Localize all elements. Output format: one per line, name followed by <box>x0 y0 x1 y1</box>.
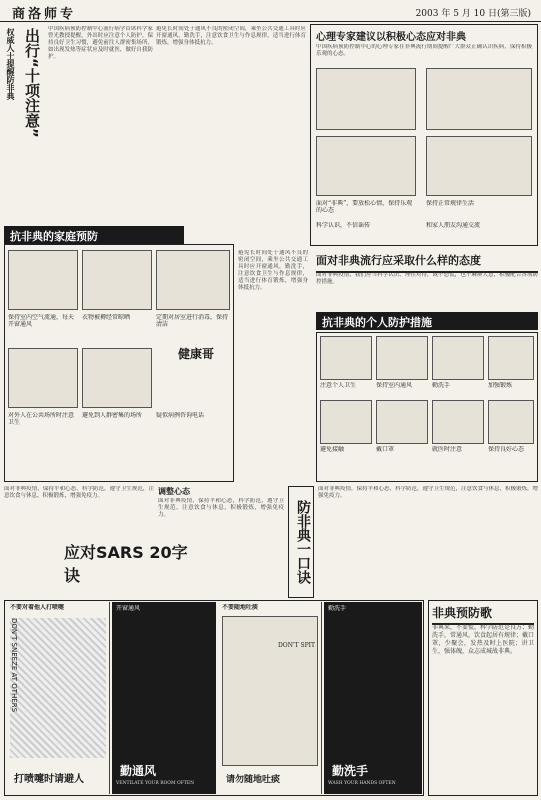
family-figure-fan <box>8 250 78 310</box>
middle-body-2: 避免长时间处于通风不良的密闭空间，乘坐公共交通工具时应开窗通风，勤洗手，注意饮食卫生与作息规律，适当进行体育锻炼，增强身体抵抗力。 <box>238 250 308 291</box>
psych-caption-1: 面对“非典”，要放松心情，保持乐观的心态 <box>316 200 413 214</box>
family-figure-window <box>156 250 230 310</box>
psych-caption-3: 科学认识，不信谣传 <box>316 222 371 229</box>
poster-2 <box>112 602 216 794</box>
personal-caption-4: 加强锻炼 <box>488 382 513 389</box>
personal-caption-2: 保持室内通风 <box>376 382 413 389</box>
personal-figure-8 <box>488 400 534 444</box>
psych-figure-2 <box>426 68 532 130</box>
personal-figure-4 <box>488 336 534 380</box>
left-headline-block <box>4 24 46 224</box>
hotline-text: 疑似病例咨询电话 <box>156 412 205 419</box>
psych-caption-4: 和家人朋友沟通交流 <box>426 222 481 229</box>
masthead-title: 商洛师专 <box>12 7 77 22</box>
poster-4 <box>324 602 422 794</box>
personal-headline: 抗非典的个人防护措施 <box>316 312 538 330</box>
attitude-body: 面对非典疫情，我们应当科学认识、理性对待，既不恐慌，也不麻痹大意，积极配合各项防控措施。 <box>316 272 538 285</box>
poster-2-title: 开窗通风 <box>116 605 141 612</box>
poster-3 <box>218 602 322 794</box>
left-body: 中国疾病预防控制中心流行病学首席科学家曾光教授提醒，外出时应注意个人防护，保持良好卫生习惯，避免前往人群密集场所，如出现发热等症状应及时就医，做好自我防护。 <box>48 26 153 60</box>
sneeze-figure <box>10 618 106 758</box>
sars-far-right-body: 面对非典疫情，保持平和心态，科学防范，遵守卫生规范，注意饮食与休息，积极锻炼，增强免疫力。 <box>318 486 538 499</box>
family-headline: 抗非典的家庭预防 <box>4 226 184 244</box>
poster-3-title: 不要随地吐痰 <box>222 604 259 611</box>
masthead-date: 2003 年 5 月 10 日(第三版) <box>415 9 531 19</box>
personal-figure-1 <box>320 336 372 380</box>
song-headline: 非典预防歌 <box>432 604 534 625</box>
poster-1 <box>6 602 110 794</box>
left-headline: 出行“十项注意” <box>23 28 41 138</box>
family-caption-5: 避免到人群密集的场所 <box>82 412 143 419</box>
family-caption-3: 定期对居室进行消毒，保持清洁 <box>156 314 229 328</box>
family-caption-4: 对外人在公共场所时注意卫生 <box>8 412 75 426</box>
poster-2-side: VENTILATE YOUR ROOM OFTEN <box>116 781 195 786</box>
personal-caption-7: 就医时注意 <box>432 446 463 453</box>
poster-1-side: DON'T SNEEZE AT OTHERS <box>10 618 18 713</box>
sars-vertical-title: 防非典一口诀 <box>288 486 314 598</box>
personal-figure-6 <box>376 400 428 444</box>
sars-right-body: 面对非典疫情，保持平和心态，科学防范，遵守卫生规范，注意饮食与休息，积极锻炼，增强免疫力。 <box>158 498 284 518</box>
psych-lead: 中国疾病预防控制中心的心理专家在非典流行期间提醒广大群众正确认识疾病，保持积极乐观的心态。 <box>316 44 532 57</box>
poster-3-label: 请勿随地吐痰 <box>226 775 281 785</box>
attitude-headline: 面对非典流行应采取什么样的态度 <box>316 252 538 273</box>
poster-4-title: 勤洗手 <box>328 605 347 612</box>
psych-figure-4 <box>426 136 532 196</box>
personal-caption-5: 避免接触 <box>320 446 345 453</box>
middle-body: 避免长时间处于通风不良的密闭空间，乘坐公共交通工具时应开窗通风，勤洗手，注意饮食卫生与作息规律，适当进行体育锻炼，增强身体抵抗力。 <box>156 26 306 46</box>
family-figure-5 <box>82 348 152 408</box>
personal-figure-2 <box>376 336 428 380</box>
personal-figure-5 <box>320 400 372 444</box>
psych-figure-1 <box>316 68 416 130</box>
psych-figure-3 <box>316 136 416 196</box>
poster-2-label: 勤通风 <box>120 764 157 778</box>
sars-headline: 应对SARS 20字诀 <box>64 543 188 585</box>
psych-headline: 心理专家建议以积极心态应对非典 <box>316 32 466 43</box>
personal-caption-1: 注意个人卫生 <box>320 382 357 389</box>
poster-1-label: 打喷嚏时请避人 <box>14 774 84 785</box>
personal-figure-7 <box>432 400 484 444</box>
left-kicker: 权威人士提醒防非典 <box>6 28 15 100</box>
health-label: 健康哥 <box>178 347 215 361</box>
personal-caption-8: 保持良好心态 <box>488 446 525 453</box>
personal-caption-6: 戴口罩 <box>376 446 395 453</box>
poster-3-side: DON'T SPIT <box>278 642 316 649</box>
sars-left-body: 面对非典疫情，保持平和心态，科学防范，遵守卫生规范，注意饮食与休息，积极锻炼，增强免疫力。 <box>4 486 154 499</box>
family-figure-umbrella <box>82 250 152 310</box>
poster-4-side: WASH YOUR HANDS OFTEN <box>328 781 396 786</box>
family-caption-1: 保持室内空气流通，每天开窗通风 <box>8 314 75 328</box>
family-caption-2: 衣物被褥经常晾晒 <box>82 314 131 321</box>
poster-4-label: 勤洗手 <box>332 764 369 778</box>
spit-figure <box>222 616 318 766</box>
family-figure-4 <box>8 348 78 408</box>
sars-subhead: 调整心态 <box>158 487 190 496</box>
song-body: 非典来，不要慌，科学防范是良方；勤洗手，常通风，饮食起居有规律；戴口罩，少聚会，发热及时上医院；讲卫生，强体魄，众志成城战非典。 <box>432 624 534 655</box>
psych-caption-2: 保持正常规律生活 <box>426 200 475 207</box>
poster-1-title: 不要对着他人打喷嚏 <box>10 604 65 611</box>
personal-figure-3 <box>432 336 484 380</box>
personal-caption-3: 勤洗手 <box>432 382 451 389</box>
